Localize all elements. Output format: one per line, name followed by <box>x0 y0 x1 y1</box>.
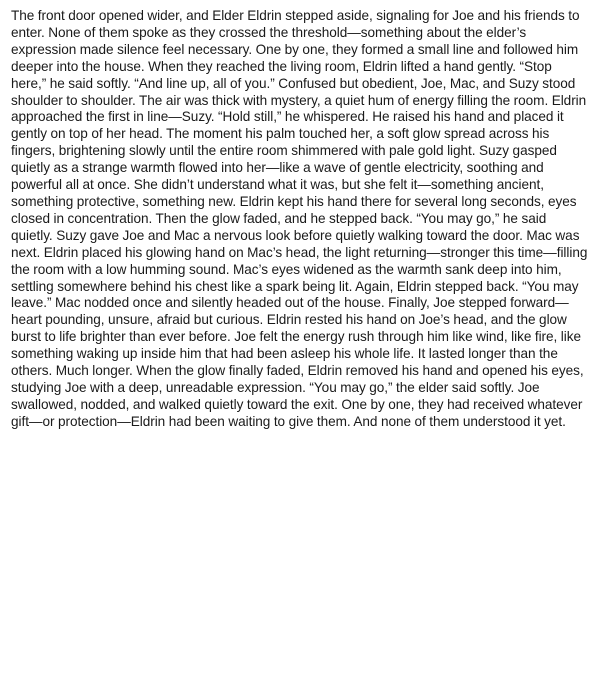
story-paragraph: The front door opened wider, and Elder Eldrin stepped aside, signaling for Joe and his friends to enter. None of them spoke as they crossed the threshold—something about the elder’s expression made silence feel necessary. One by one, they formed a small line and followed him deeper into the house. When they reached the living room, Eldrin lifted a hand gently. “Stop here,” he said softly. “And line up, all of you.” Confused but obedient, Joe, Mac, and Suzy stood shoulder to shoulder. The air was thick with mystery, a quiet hum of energy filling the room. Eldrin approached the first in line—Suzy. “Hold still,” he whispered. He raised his hand and placed it gently on top of her head. The moment his palm touched her, a soft glow spread across his fingers, brightening slowly until the entire room shimmered with pale gold light. Suzy gasped quietly as a strange warmth flowed into her—like a wave of gentle electricity, soothing and powerful all at once. She didn’t understand what it was, but she felt it—something ancient, something protective, something new. Eldrin kept his hand there for several long seconds, eyes closed in concentration. Then the glow faded, and he stepped back. “You may go,” he said quietly. Suzy gave Joe and Mac a nervous look before quietly walking toward the door. Mac was next. Eldrin placed his glowing hand on Mac’s head, the light returning—stronger this time—filling the room with a low humming sound. Mac’s eyes widened as the warmth sank deep into him, settling somewhere behind his chest like a spark being lit. Again, Eldrin stepped back. “You may leave.” Mac nodded once and silently headed out of the house. Finally, Joe stepped forward—heart pounding, unsure, afraid but curious. Eldrin rested his hand on Joe’s head, and the glow burst to life brighter than ever before. Joe felt the energy rush through him like wind, like fire, like something waking up inside him that had been asleep his whole life. It lasted longer than the others. Much longer. When the glow finally faded, Eldrin removed his hand and opened his eyes, studying Joe with a deep, unreadable expression. “You may go,” the elder said softly. Joe swallowed, nodded, and walked quietly toward the exit. One by one, they had received whatever gift—or protection—Eldrin had been waiting to give them. And none of them understood it yet. <box>11 8 588 429</box>
